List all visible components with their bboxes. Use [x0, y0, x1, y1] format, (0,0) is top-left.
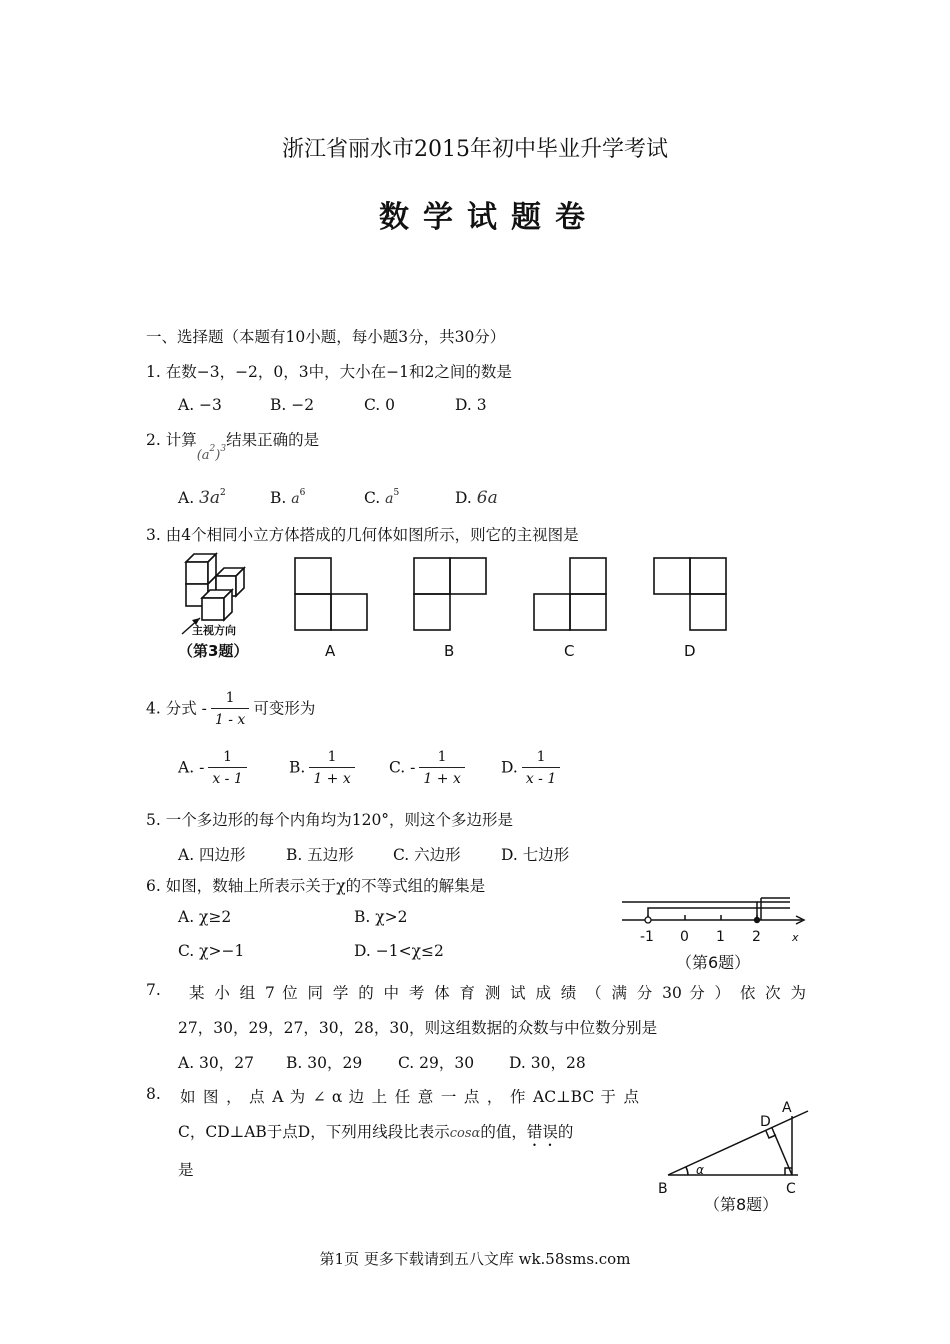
point-b-label: B [658, 1181, 668, 1197]
question-5-stem: 5. 一个多边形的每个内角均为120°，则这个多边形是 [146, 811, 514, 829]
q1-option-d: D. 3 [455, 396, 487, 414]
q7-option-c: C. 29，30 [398, 1054, 475, 1072]
q2-option-d: D. 6a [455, 488, 498, 508]
q3-option-d-figure [652, 556, 728, 666]
q5-option-d: D. 七边形 [501, 846, 570, 864]
q4-option-c: C. - $\frac{1}{1 + x}$ [389, 747, 469, 790]
question-6-stem: 6. 如图，数轴上所表示关于χ的不等式组的解集是 [146, 877, 486, 895]
q6-option-c: C. χ>−1 [178, 942, 245, 960]
q6-option-b: B. χ>2 [354, 908, 408, 926]
tick-label: 2 [752, 929, 761, 945]
q5-option-c: C. 六边形 [393, 846, 461, 864]
q4-main-fraction: $\frac{1}{1 - x}$ [211, 688, 249, 731]
q3-option-b-label: B [444, 642, 455, 660]
q3-option-a-label: A [325, 642, 336, 660]
question-2-stem [146, 428, 320, 463]
tick-label: 0 [680, 929, 689, 945]
q4-option-b: B. $\frac{1}{1 + x}$ [289, 747, 359, 790]
q6-option-a: A. χ≥2 [178, 908, 232, 926]
q3-option-c-label: C [564, 642, 575, 660]
question-7-line1: 某 小 组 7 位 同 学 的 中 考 体 育 测 试 成 绩 （ 满 分 30 分 ） 依 次 为 [189, 984, 806, 1002]
q7-option-a: A. 30，27 [178, 1054, 254, 1072]
q6-number-line-figure [618, 892, 810, 976]
question-8-line3: 是 [178, 1161, 194, 1179]
question-3-stem: 3. 由4个相同小立方体搭成的几何体如图所示，则它的主视图是 [146, 526, 579, 544]
line-ba [668, 1111, 808, 1175]
q3-cube-figure [178, 550, 268, 662]
question-4-stem: 4. 分式 - $\frac{1}{1 - x}$ 可变形为 [146, 688, 315, 731]
q3-figure-caption: （第3题） [178, 642, 249, 660]
point-c-label: C [786, 1181, 796, 1197]
q3-option-d-label: D [684, 642, 696, 660]
question-7-line2: 27，30，29，27，30，28，30，则这组数据的众数与中位数分别是 [178, 1019, 658, 1037]
q4-option-d: D. $\frac{1}{x - 1}$ [501, 747, 564, 790]
q7-option-b: B. 30，29 [286, 1054, 363, 1072]
q6-figure-caption: （第6题） [676, 953, 751, 972]
q3-option-b-figure [412, 556, 488, 666]
q1-option-b: B. −2 [270, 396, 315, 414]
question-8-line2: C，CD⊥AB于点D，下列用线段比表示cosα的值，错误的 [178, 1123, 574, 1141]
q8-figure-caption: （第8题） [704, 1195, 779, 1214]
q6-option-d: D. −1<χ≤2 [354, 942, 444, 960]
tick-label: -1 [640, 929, 654, 945]
tick-label: 1 [716, 929, 725, 945]
page-footer: 第1页 更多下载请到五八文库 wk.58sms.com [319, 1250, 631, 1268]
q3-option-c-figure [532, 556, 608, 666]
q3-arrow-label: 主视方向 [192, 624, 236, 637]
q2-option-c: C. $a^5$ [364, 488, 400, 507]
q1-option-a: A. −3 [178, 396, 222, 414]
section-heading: 一、选择题（本题有10小题，每小题3分，共30分） [146, 328, 506, 346]
q3-option-a-figure [293, 556, 369, 666]
q2-option-b: B. $a^6$ [270, 488, 306, 507]
q1-option-c: C. 0 [364, 396, 396, 414]
q4-option-a: A. - $\frac{1}{x - 1}$ [178, 747, 251, 790]
question-8-number: 8. [146, 1085, 161, 1103]
exam-title: 浙江省丽水市2015年初中毕业升学考试 [282, 137, 668, 162]
point-d-label: D [760, 1114, 771, 1130]
q2-stem-prefix: 2. 计算 [146, 431, 197, 449]
exam-subtitle: 数学试题卷 [379, 200, 599, 235]
q7-option-d: D. 30，28 [509, 1054, 586, 1072]
axis-variable-label: x [792, 931, 799, 944]
point-a-label: A [782, 1100, 792, 1116]
question-8-line1: 如 图 ， 点 A 为 ∠ α 边 上 任 意 一 点 ， 作 AC⊥BC 于 点 [180, 1088, 639, 1106]
q2-stem-suffix: 结果正确的是 [226, 431, 320, 449]
q2-expression: (a2)3 [196, 444, 227, 463]
q5-option-a: A. 四边形 [178, 846, 246, 864]
q8-triangle-figure [652, 1096, 812, 1220]
alpha-label: α [696, 1163, 704, 1177]
question-1-stem: 1. 在数−3，−2，0，3中，大小在−1和2之间的数是 [146, 363, 512, 381]
q2-option-a: A. $3a^2$ [178, 488, 226, 508]
open-point-minus-one [645, 917, 651, 923]
closed-point-two [754, 917, 760, 923]
question-7-number: 7. [146, 981, 161, 999]
q5-option-b: B. 五边形 [286, 846, 354, 864]
